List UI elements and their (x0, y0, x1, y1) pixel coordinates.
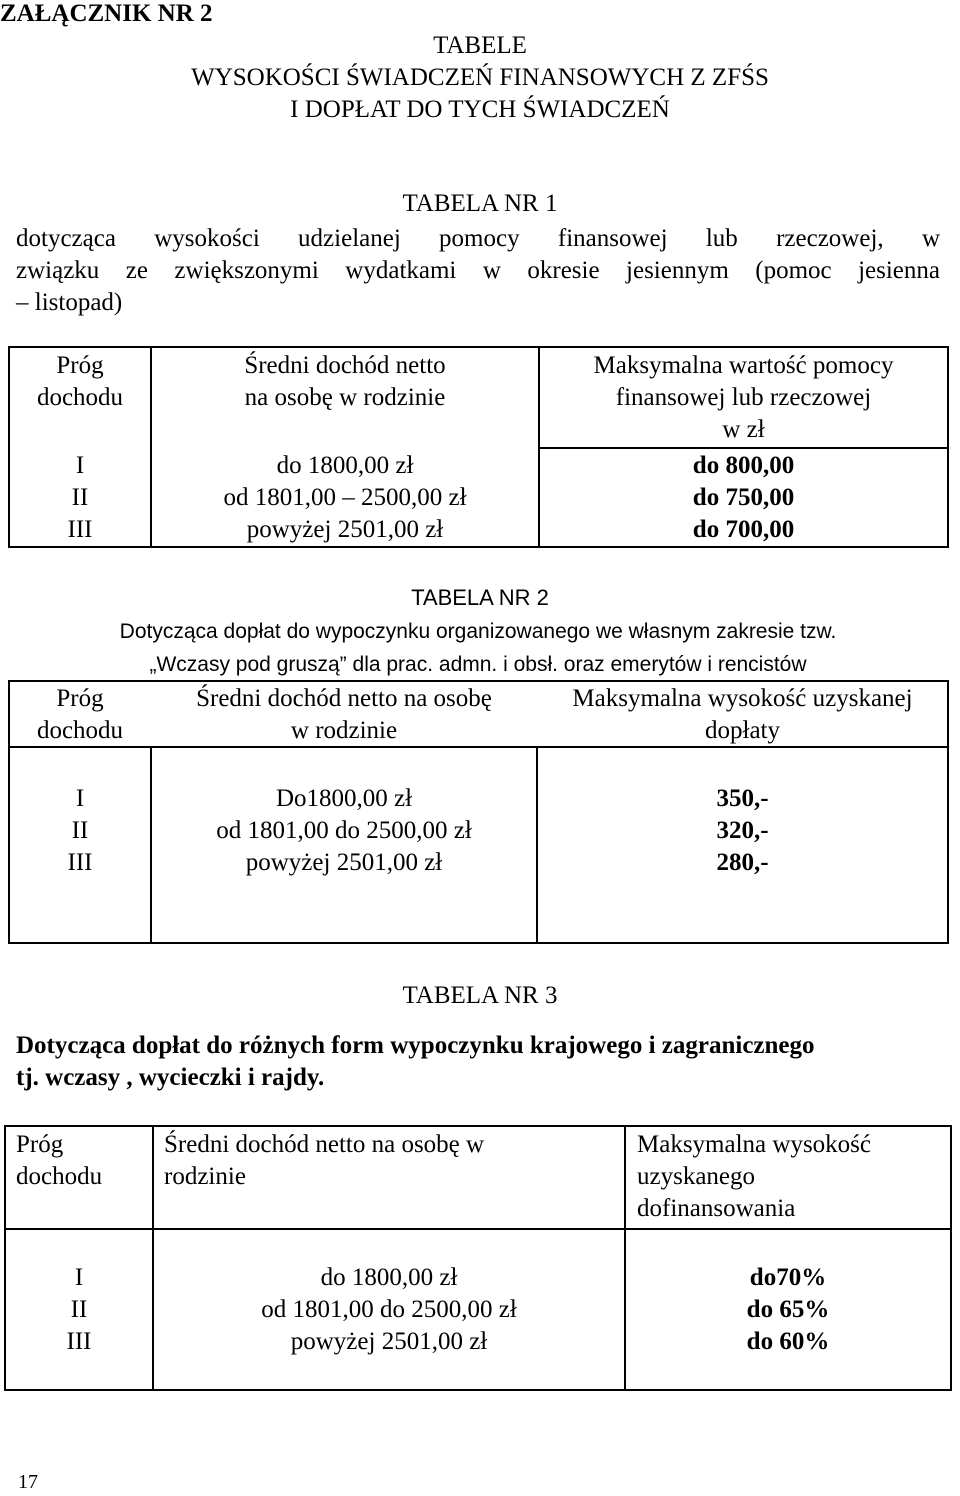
document-subtitle-line1: WYSOKOŚCI ŚWIADCZEŃ FINANSOWYCH Z ZFŚS (191, 64, 769, 91)
table2-income-2: od 1801,00 do 2500,00 zł (216, 817, 472, 844)
table2-description-line1: Dotycząca dopłat do wypoczynku organizowanego we własnym zakresie tzw. (119, 620, 837, 643)
table1-divider-3 (538, 447, 949, 449)
table1-threshold-2: II (71, 484, 89, 511)
table3-threshold-2: II (70, 1296, 88, 1323)
table1-amounts (540, 450, 947, 546)
table2-header-amount-line1: Maksymalna wysokość uzyskanej (572, 685, 913, 712)
page-number: 17 (18, 1471, 38, 1493)
table1-income-3: powyżej 2501,00 zł (246, 516, 444, 543)
table2-header-threshold-line1: Próg (56, 685, 104, 712)
table1-thresholds (10, 450, 150, 546)
table3-income-3: powyżej 2501,00 zł (290, 1328, 488, 1355)
table3-header-threshold (16, 1129, 150, 1193)
table3-threshold-3: III (66, 1328, 92, 1355)
table2-header-amount (538, 683, 947, 747)
table3-threshold-1: I (74, 1264, 84, 1291)
table3-amount-1: do70% (749, 1264, 827, 1291)
table2-amount-3: 280,- (716, 849, 769, 876)
table2-threshold-2: II (71, 817, 89, 844)
table2-header-threshold-line2: dochodu (36, 717, 124, 744)
table2-threshold-1: I (75, 785, 85, 812)
table2-threshold-3: III (67, 849, 93, 876)
table1-threshold-3: III (67, 516, 93, 543)
table2-border-right (947, 680, 949, 944)
table2-income-3: powyżej 2501,00 zł (245, 849, 443, 876)
table1-amount-1: do 800,00 (692, 452, 795, 479)
table3-incomes (154, 1262, 624, 1358)
table1-header-income (152, 350, 538, 414)
table3-header-income-line2: rodzinie (164, 1163, 246, 1190)
table3-border-right (950, 1125, 952, 1391)
table3-border-bottom (4, 1389, 952, 1391)
table1-amount-2: do 750,00 (692, 484, 795, 511)
table1-description (16, 223, 940, 319)
table2-header-income (152, 683, 536, 747)
table3-header-income-line1: Średni dochód netto na osobę w (164, 1131, 485, 1158)
table1-description-line3: – listopad) (16, 289, 123, 316)
table1-income-2: od 1801,00 – 2500,00 zł (223, 484, 467, 511)
table2-header-income-line2: w rodzinie (290, 717, 398, 744)
table3-border-top (4, 1125, 952, 1127)
table1-header-income-line1: Średni dochód netto (244, 352, 446, 379)
table3-header-amount-line2: uzyskanego (637, 1163, 756, 1190)
document-subtitle-line2: I DOPŁAT DO TYCH ŚWIADCZEŃ (290, 96, 670, 123)
table1-description-line2: związku ze zwiększonymi wydatkami w okresie jesiennym (pomoc jesienna (16, 257, 940, 284)
table2-title: TABELA NR 2 (411, 585, 549, 610)
table2-thresholds (10, 783, 150, 879)
table1-header-amount-line1: Maksymalna wartość pomocy (593, 352, 894, 379)
table1-header-threshold (10, 350, 150, 414)
table2-incomes (152, 783, 536, 879)
annex-heading: ZAŁĄCZNIK NR 2 (0, 0, 213, 27)
table1-header-threshold-line1: Próg (56, 352, 104, 379)
table3-header-amount-line3: dofinansowania (637, 1195, 796, 1222)
table3-amounts (626, 1262, 950, 1358)
table2-description-line2: „Wczasy pod gruszą” dla prac. admn. i obsł. oraz emerytów i rencistów (149, 653, 807, 676)
table1-incomes (152, 450, 538, 546)
table1-threshold-1: I (75, 452, 85, 479)
table3-header-income (164, 1129, 620, 1193)
table3-thresholds (6, 1262, 152, 1358)
table3-income-2: od 1801,00 do 2500,00 zł (261, 1296, 517, 1323)
table1-header-amount (540, 350, 947, 446)
table3-income-1: do 1800,00 zł (320, 1264, 458, 1291)
table2-amount-2: 320,- (716, 817, 769, 844)
table2-header-income-line1: Średni dochód netto na osobę (196, 685, 492, 712)
table2-border-top (8, 680, 949, 682)
table2-income-1: Do1800,00 zł (275, 785, 413, 812)
table1-header-threshold-line2: dochodu (36, 384, 124, 411)
table3-amount-3: do 60% (746, 1328, 830, 1355)
table2-amount-1: 350,- (716, 785, 769, 812)
table3-amount-2: do 65% (746, 1296, 830, 1323)
table2-header-amount-line2: dopłaty (705, 717, 780, 744)
table3-header-threshold-line1: Próg (16, 1131, 64, 1158)
document-title: TABELE (433, 32, 527, 59)
table3-header-separator (4, 1228, 952, 1230)
table3-description-line1: Dotycząca dopłat do różnych form wypoczynku krajowego i zagranicznego (16, 1032, 815, 1059)
table1-header-income-line2: na osobę w rodzinie (244, 384, 446, 411)
table2-amounts (538, 783, 947, 879)
table2-description (16, 615, 940, 681)
table3-header-amount-line1: Maksymalna wysokość (637, 1131, 871, 1158)
table2-header-threshold (10, 683, 150, 747)
table3-header-amount (637, 1129, 947, 1225)
table1-header-amount-line2: finansowej lub rzeczowej (615, 384, 872, 411)
table1-title: TABELA NR 1 (402, 190, 558, 217)
table1-amount-3: do 700,00 (692, 516, 795, 543)
table1-income-1: do 1800,00 zł (276, 452, 414, 479)
table3-header-threshold-line2: dochodu (16, 1163, 103, 1190)
table1-header-amount-line3: w zł (722, 416, 765, 443)
table3-description-line2: tj. wczasy , wycieczki i rajdy. (16, 1064, 325, 1091)
table3-title: TABELA NR 3 (402, 982, 558, 1009)
table3-description (16, 1030, 940, 1094)
table1-description-line1: dotycząca wysokości udzielanej pomocy finansowej lub rzeczowej, w (16, 225, 940, 252)
